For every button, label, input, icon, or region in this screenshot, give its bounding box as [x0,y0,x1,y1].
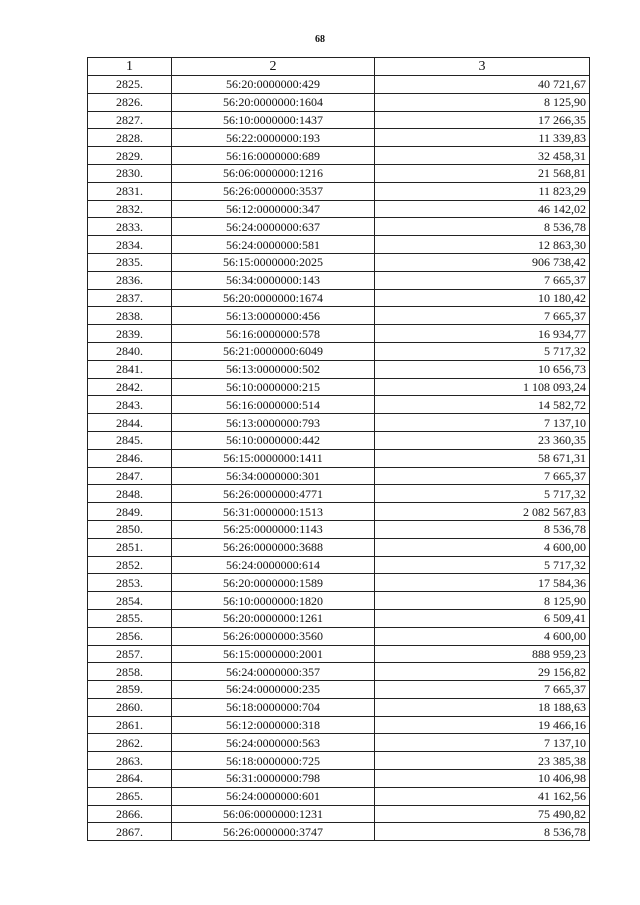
cadastral-number-cell: 56:24:0000000:357 [172,663,375,681]
table-row [88,396,590,414]
value-cell: 12 863,30 [375,236,590,254]
row-number-cell: 2828. [88,129,172,147]
table-row [88,111,590,129]
table-row [88,289,590,307]
row-number-cell: 2845. [88,431,172,449]
cadastral-number-cell: 56:24:0000000:563 [172,734,375,752]
table-row [88,503,590,521]
row-number-cell: 2862. [88,734,172,752]
cadastral-number-cell: 56:12:0000000:347 [172,200,375,218]
value-cell: 10 656,73 [375,360,590,378]
table-row [88,218,590,236]
value-cell: 46 142,02 [375,200,590,218]
value-cell: 11 823,29 [375,182,590,200]
value-cell: 23 360,35 [375,431,590,449]
row-number-cell: 2847. [88,467,172,485]
value-cell: 5 717,32 [375,556,590,574]
table-header-row [88,58,590,76]
cadastral-number-cell: 56:10:0000000:1437 [172,111,375,129]
table-row [88,182,590,200]
column-header-2: 2 [172,58,375,76]
value-cell: 7 665,37 [375,307,590,325]
row-number-cell: 2867. [88,823,172,841]
value-cell: 10 180,42 [375,289,590,307]
row-number-cell: 2837. [88,289,172,307]
row-number-cell: 2860. [88,698,172,716]
row-number-cell: 2843. [88,396,172,414]
value-cell: 8 125,90 [375,592,590,610]
value-cell: 6 509,41 [375,609,590,627]
cadastral-number-cell: 56:06:0000000:1216 [172,164,375,182]
row-number-cell: 2861. [88,716,172,734]
cadastral-number-cell: 56:16:0000000:689 [172,147,375,165]
row-number-cell: 2856. [88,627,172,645]
value-cell: 7 137,10 [375,734,590,752]
value-cell: 8 536,78 [375,520,590,538]
row-number-cell: 2859. [88,681,172,699]
row-number-cell: 2825. [88,76,172,94]
table-row [88,538,590,556]
value-cell: 7 137,10 [375,414,590,432]
table-row [88,147,590,165]
table-row [88,770,590,788]
value-cell: 41 162,56 [375,787,590,805]
cadastral-number-cell: 56:24:0000000:235 [172,681,375,699]
cadastral-number-cell: 56:16:0000000:514 [172,396,375,414]
column-header-3: 3 [375,58,590,76]
value-cell: 32 458,31 [375,147,590,165]
value-cell: 11 339,83 [375,129,590,147]
value-cell: 4 600,00 [375,538,590,556]
row-number-cell: 2865. [88,787,172,805]
cadastral-number-cell: 56:10:0000000:442 [172,431,375,449]
table-row [88,467,590,485]
value-cell: 5 717,32 [375,485,590,503]
value-cell: 29 156,82 [375,663,590,681]
row-number-cell: 2840. [88,342,172,360]
value-cell: 7 665,37 [375,467,590,485]
row-number-cell: 2850. [88,520,172,538]
row-number-cell: 2826. [88,93,172,111]
cadastral-number-cell: 56:20:0000000:1604 [172,93,375,111]
row-number-cell: 2841. [88,360,172,378]
row-number-cell: 2839. [88,325,172,343]
table-row [88,787,590,805]
table-row [88,556,590,574]
table-row [88,378,590,396]
cadastral-number-cell: 56:24:0000000:601 [172,787,375,805]
table-body [88,76,590,841]
row-number-cell: 2832. [88,200,172,218]
row-number-cell: 2827. [88,111,172,129]
row-number-cell: 2866. [88,805,172,823]
table-row [88,716,590,734]
cadastral-number-cell: 56:31:0000000:1513 [172,503,375,521]
row-number-cell: 2858. [88,663,172,681]
cadastral-number-cell: 56:13:0000000:793 [172,414,375,432]
table-row [88,663,590,681]
table-row [88,76,590,94]
page-number: 68 [315,34,325,45]
cadastral-number-cell: 56:34:0000000:301 [172,467,375,485]
row-number-cell: 2844. [88,414,172,432]
cadastral-number-cell: 56:12:0000000:318 [172,716,375,734]
value-cell: 8 536,78 [375,218,590,236]
value-cell: 7 665,37 [375,271,590,289]
table-row [88,93,590,111]
cadastral-number-cell: 56:26:0000000:3688 [172,538,375,556]
value-cell: 8 536,78 [375,823,590,841]
table-row [88,734,590,752]
table-row [88,414,590,432]
cadastral-number-cell: 56:15:0000000:2001 [172,645,375,663]
table-row [88,431,590,449]
row-number-cell: 2835. [88,253,172,271]
table-row [88,627,590,645]
table-row [88,823,590,841]
table-row [88,698,590,716]
row-number-cell: 2829. [88,147,172,165]
row-number-cell: 2849. [88,503,172,521]
table-row [88,164,590,182]
row-number-cell: 2831. [88,182,172,200]
value-cell: 17 266,35 [375,111,590,129]
value-cell: 8 125,90 [375,93,590,111]
value-cell: 21 568,81 [375,164,590,182]
cadastral-number-cell: 56:22:0000000:193 [172,129,375,147]
row-number-cell: 2836. [88,271,172,289]
cadastral-number-cell: 56:06:0000000:1231 [172,805,375,823]
cadastral-number-cell: 56:18:0000000:704 [172,698,375,716]
table-row [88,307,590,325]
table-row [88,520,590,538]
cadastral-number-cell: 56:26:0000000:3747 [172,823,375,841]
table-row [88,129,590,147]
table-row [88,645,590,663]
value-cell: 7 665,37 [375,681,590,699]
table-row [88,752,590,770]
value-cell: 16 934,77 [375,325,590,343]
value-cell: 1 108 093,24 [375,378,590,396]
cadastral-number-cell: 56:13:0000000:502 [172,360,375,378]
row-number-cell: 2863. [88,752,172,770]
value-cell: 5 717,32 [375,342,590,360]
value-cell: 18 188,63 [375,698,590,716]
column-header-1: 1 [88,58,172,76]
value-cell: 906 738,42 [375,253,590,271]
cadastral-number-cell: 56:24:0000000:637 [172,218,375,236]
value-cell: 19 466,16 [375,716,590,734]
table-row [88,592,590,610]
table-row [88,253,590,271]
table-row [88,449,590,467]
value-cell: 2 082 567,83 [375,503,590,521]
cadastral-number-cell: 56:15:0000000:1411 [172,449,375,467]
table-row [88,271,590,289]
cadastral-number-cell: 56:10:0000000:1820 [172,592,375,610]
value-cell: 4 600,00 [375,627,590,645]
row-number-cell: 2854. [88,592,172,610]
row-number-cell: 2855. [88,609,172,627]
row-number-cell: 2842. [88,378,172,396]
cadastral-number-cell: 56:34:0000000:143 [172,271,375,289]
value-cell: 23 385,38 [375,752,590,770]
value-cell: 10 406,98 [375,770,590,788]
table-row [88,200,590,218]
cadastral-number-cell: 56:20:0000000:1674 [172,289,375,307]
table-row [88,574,590,592]
table-row [88,325,590,343]
value-cell: 888 959,23 [375,645,590,663]
data-table [87,57,590,841]
cadastral-number-cell: 56:20:0000000:429 [172,76,375,94]
cadastral-number-cell: 56:24:0000000:614 [172,556,375,574]
cadastral-number-cell: 56:24:0000000:581 [172,236,375,254]
cadastral-number-cell: 56:20:0000000:1261 [172,609,375,627]
row-number-cell: 2848. [88,485,172,503]
cadastral-number-cell: 56:13:0000000:456 [172,307,375,325]
table-row [88,805,590,823]
table-row [88,609,590,627]
value-cell: 40 721,67 [375,76,590,94]
cadastral-number-cell: 56:16:0000000:578 [172,325,375,343]
cadastral-number-cell: 56:21:0000000:6049 [172,342,375,360]
row-number-cell: 2830. [88,164,172,182]
cadastral-number-cell: 56:10:0000000:215 [172,378,375,396]
value-cell: 17 584,36 [375,574,590,592]
row-number-cell: 2846. [88,449,172,467]
cadastral-number-cell: 56:20:0000000:1589 [172,574,375,592]
row-number-cell: 2852. [88,556,172,574]
cadastral-number-cell: 56:15:0000000:2025 [172,253,375,271]
cadastral-number-cell: 56:26:0000000:3537 [172,182,375,200]
row-number-cell: 2834. [88,236,172,254]
table-row [88,485,590,503]
cadastral-number-cell: 56:26:0000000:3560 [172,627,375,645]
row-number-cell: 2838. [88,307,172,325]
table-row [88,360,590,378]
value-cell: 75 490,82 [375,805,590,823]
row-number-cell: 2851. [88,538,172,556]
table-row [88,236,590,254]
cadastral-number-cell: 56:26:0000000:4771 [172,485,375,503]
cadastral-number-cell: 56:31:0000000:798 [172,770,375,788]
row-number-cell: 2833. [88,218,172,236]
row-number-cell: 2853. [88,574,172,592]
row-number-cell: 2864. [88,770,172,788]
value-cell: 14 582,72 [375,396,590,414]
cadastral-number-cell: 56:18:0000000:725 [172,752,375,770]
value-cell: 58 671,31 [375,449,590,467]
row-number-cell: 2857. [88,645,172,663]
table-row [88,681,590,699]
cadastral-number-cell: 56:25:0000000:1143 [172,520,375,538]
table-row [88,342,590,360]
